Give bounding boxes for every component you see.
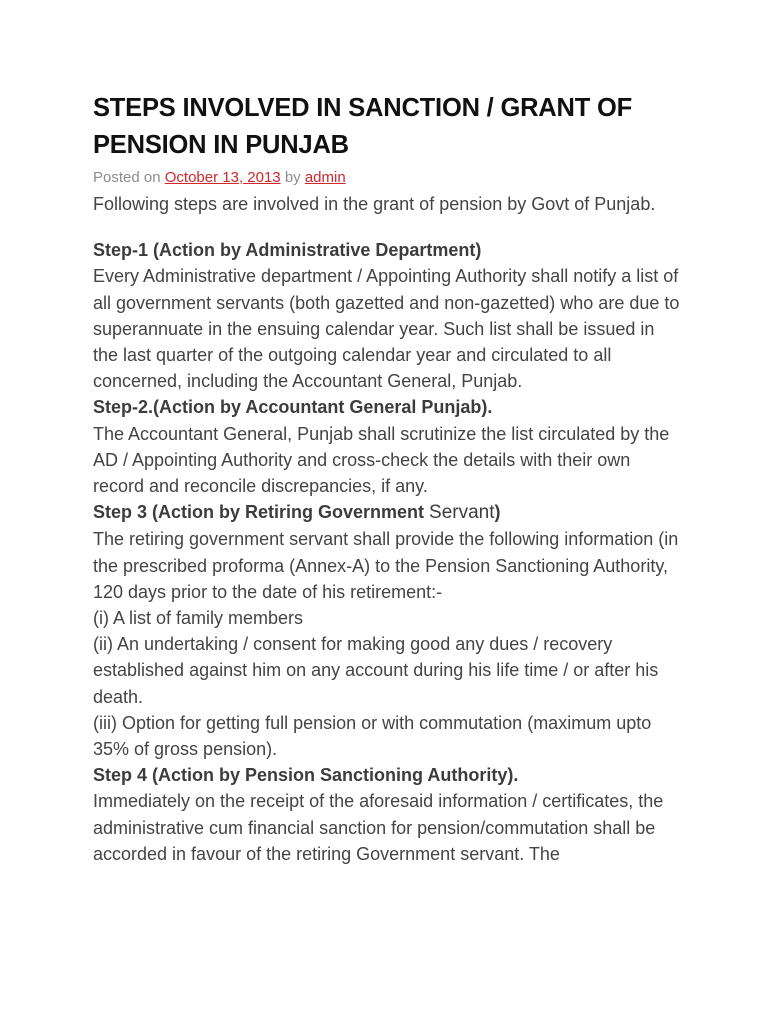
page-title: STEPS INVOLVED IN SANCTION / GRANT OF PENSION IN PUNJAB bbox=[93, 94, 632, 159]
step-3-paragraph: The retiring government servant shall provide the following information (in the prescribed proforma (Annex-A) to the Pension Sanctioning Authority, 120 days prior to the date of his retirement:- bbox=[93, 529, 679, 602]
step-3-item-ii: (ii) An undertaking / consent for making good any dues / recovery established against him on any account during his life time / or after his death. bbox=[93, 634, 659, 707]
step-2-heading: Step-2.(Action by Accountant General Punjab). bbox=[93, 397, 493, 418]
posted-on-label: Posted on bbox=[93, 169, 161, 186]
post-date-link[interactable]: October 13, 2013 bbox=[164, 169, 281, 186]
author-link[interactable]: admin bbox=[304, 169, 346, 186]
article bbox=[93, 90, 683, 867]
step-3-item-i: (i) A list of family members bbox=[93, 608, 304, 629]
step-4-paragraph: Immediately on the receipt of the aforesaid information / certificates, the administrative cum financial sanction for pension/commutation shall be accorded in favour of the retiring Government servant. The bbox=[93, 791, 664, 864]
step-3-heading bbox=[93, 499, 683, 526]
by-label: by bbox=[284, 169, 301, 186]
step-1-paragraph: Every Administrative department / Appointing Authority shall notify a list of all government servants (both gazetted and non-gazetted) who are due to superannuate in the ensuing calendar year. Such list shall be issued in the last quarter of the outgoing calendar year and circulated to all concerned, including the Accountant General, Punjab. bbox=[93, 266, 680, 392]
article-content bbox=[93, 191, 683, 867]
step-4-heading: Step 4 (Action by Pension Sanctioning Authority). bbox=[93, 765, 519, 786]
step-2-paragraph: The Accountant General, Punjab shall scrutinize the list circulated by the AD / Appointing Authority and cross-check the details with their own record and reconcile discrepancies, if any. bbox=[93, 423, 670, 497]
step-3-heading-normal: Servant bbox=[429, 502, 495, 524]
step-3-heading-close: ) bbox=[494, 502, 501, 523]
step-1-heading: Step-1 (Action by Administrative Department) bbox=[93, 240, 482, 261]
intro-paragraph: Following steps are involved in the grant of pension by Govt of Punjab. bbox=[93, 194, 656, 214]
step-3-item-iii: (iii) Option for getting full pension or with commutation (maximum upto 35% of gross pension). bbox=[93, 712, 652, 760]
post-meta bbox=[93, 165, 683, 191]
step-3-heading-bold: Step 3 (Action by Retiring Government bbox=[93, 502, 430, 523]
